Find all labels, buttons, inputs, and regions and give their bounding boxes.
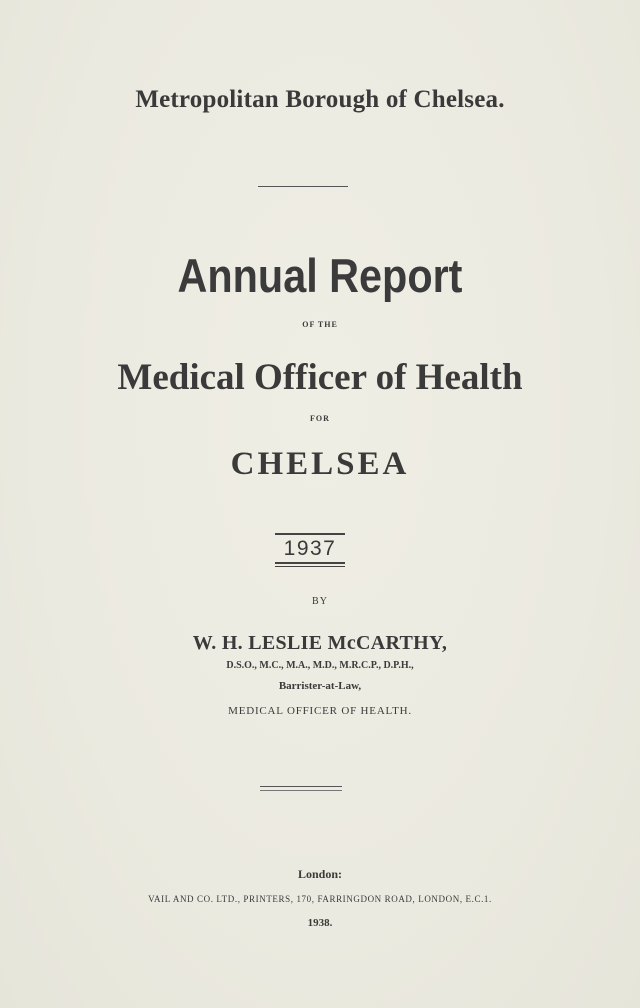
report-subject: Medical Officer of Health — [117, 357, 523, 398]
bottom-divider-secondary — [260, 790, 342, 791]
author-position: MEDICAL OFFICER OF HEALTH. — [228, 705, 412, 717]
author-degrees: D.S.O., M.C., M.A., M.D., M.R.C.P., D.P.H., — [226, 660, 414, 671]
for-connector: FOR — [310, 414, 330, 423]
bottom-divider — [260, 786, 342, 787]
borough-heading: Metropolitan Borough of Chelsea. — [135, 86, 505, 113]
author-profession: Barrister-at-Law, — [278, 680, 362, 692]
report-year-box — [275, 533, 345, 564]
by-connector: BY — [312, 596, 328, 607]
imprint-city: London: — [297, 867, 343, 881]
imprint-printers: VAIL AND CO. LTD., PRINTERS, 170, FARRINGDON ROAD, LONDON, E.C.1. — [148, 894, 492, 904]
author-name: W. H. LESLIE McCARTHY, — [192, 632, 448, 654]
report-title: Annual Report — [177, 249, 463, 302]
place-name: CHELSEA — [230, 446, 410, 482]
report-year: 1937 — [283, 537, 337, 560]
top-divider — [258, 186, 348, 187]
of-the-connector: OF THE — [302, 320, 338, 329]
imprint-year: 1938. — [307, 917, 333, 929]
